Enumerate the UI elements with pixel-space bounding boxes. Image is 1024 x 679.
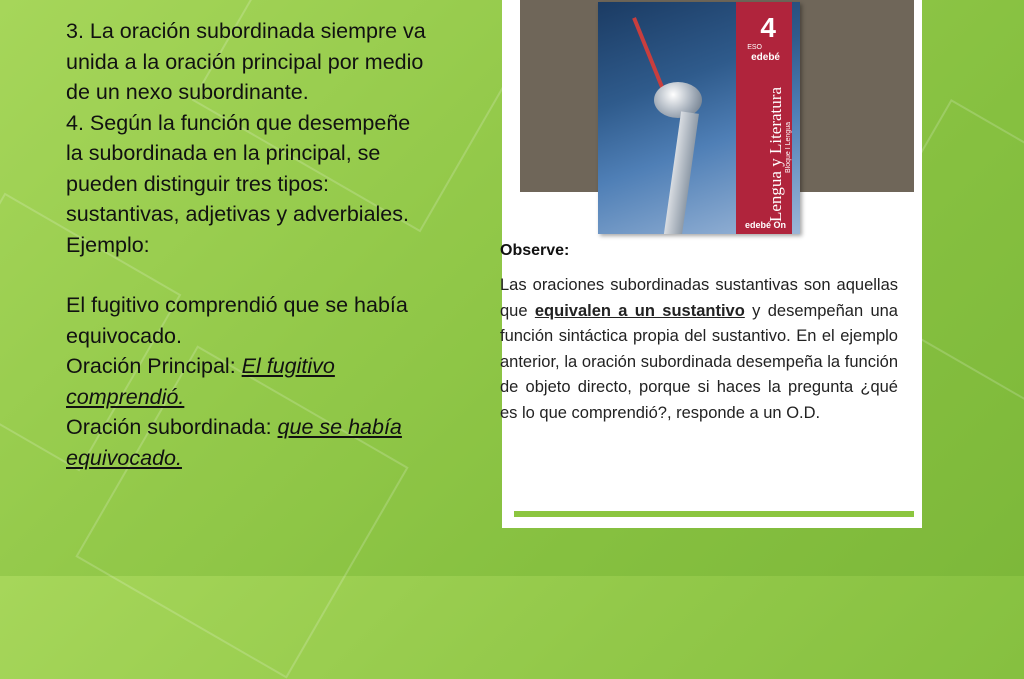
subordinada-value: que se había equivocado. [66, 415, 402, 470]
principal-label: Oración Principal: [66, 354, 242, 378]
accent-bar [514, 511, 914, 517]
spacer [66, 260, 426, 290]
book-cover-image [598, 2, 800, 234]
book-level: ESO [747, 44, 762, 51]
book-number: 4 [760, 12, 776, 43]
content-panel [502, 0, 922, 528]
book-footer: edebé On [744, 220, 786, 230]
book-subtitle: Bloque I Lengua [785, 122, 792, 173]
observe-emphasis: equivalen a un sustantivo [534, 301, 745, 320]
observe-text-part-2: y desempeñan una función sintáctica propia del sustantivo. En el ejemplo anterior, la oración subordinada desempeña la función de objeto directo, porque si haces la pregunta ¿qué es lo que comprendió?, responde a un O.D. [500, 301, 898, 422]
subordinada-line [66, 412, 426, 473]
tower-mast [632, 17, 666, 93]
point-4: 4. Según la función que desempeñe la subordinada en la principal, se pueden distinguir tres tipos: sustantivas, adjetivas y adverbiales. Ejemplo: [66, 110, 411, 257]
example-sentence: El fugitivo comprendió que se había equivocado. [66, 293, 408, 348]
book-publisher: edebé [751, 52, 780, 63]
observe-text-part-1: Las oraciones subordinadas sustantivas son aquellas que [500, 276, 898, 320]
observe-text [500, 273, 898, 427]
observe-paragraph [500, 273, 898, 427]
principal-value: El fugitivo comprendió. [66, 354, 335, 409]
tower-shaft [663, 111, 699, 234]
point-3: 3. La oración subordinada siempre va unida a la oración principal por medio de un nexo subordinante. [66, 19, 426, 104]
observe-heading: Observe: [500, 242, 570, 259]
book-title: Lengua y Literatura [766, 87, 785, 222]
principal-line [66, 351, 426, 412]
subordinada-label: Oración subordinada: [66, 415, 278, 439]
explanation-text [66, 16, 426, 473]
